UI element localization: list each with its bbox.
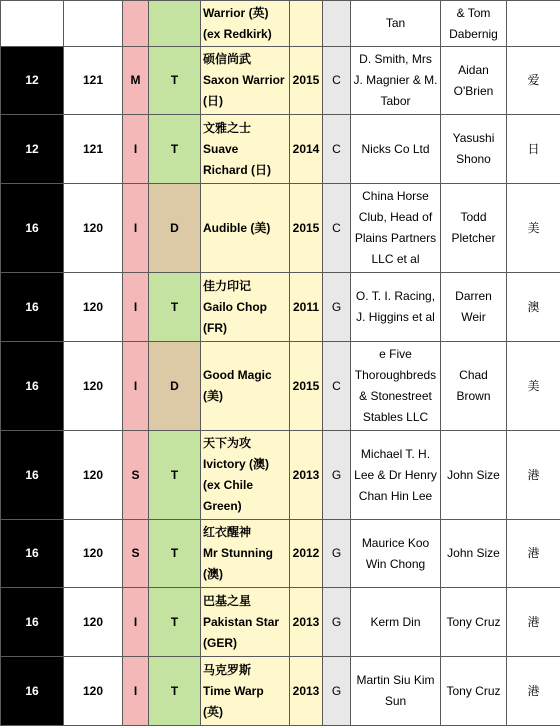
trainer-cell-line: O'Brien <box>453 83 494 98</box>
trainer-cell-line: Pletcher <box>451 231 496 245</box>
rank-cell: 12 <box>1 115 64 184</box>
owner-cell-line: Win Chong <box>365 556 426 571</box>
year-cell: 2015 <box>290 184 323 273</box>
surface-cell: T <box>149 520 201 588</box>
horse-cell-line: 文雅之士 <box>203 120 252 135</box>
owner-cell-line: LLC et al <box>371 252 420 266</box>
category-cell: S <box>123 520 149 588</box>
table-row <box>1 115 560 184</box>
trainer-cell <box>441 1 507 47</box>
horse-cell-line: Audible (美) <box>203 220 271 235</box>
horse-cell <box>201 657 290 726</box>
sex-cell: G <box>323 431 351 520</box>
rank-cell: 16 <box>1 657 64 726</box>
rating-cell: 120 <box>64 431 123 520</box>
horse-cell <box>201 273 290 342</box>
rating-cell: 120 <box>64 588 123 657</box>
category-cell: I <box>123 657 149 726</box>
horse-cell-line: (美) <box>203 389 223 403</box>
rank-cell: 16 <box>1 520 64 588</box>
category-cell <box>123 1 149 47</box>
owner-cell-line: Thoroughbreds <box>354 368 437 382</box>
year-cell: 2012 <box>290 520 323 588</box>
trainer-cell-line: & Tom <box>456 5 491 20</box>
surface-cell: T <box>149 47 201 115</box>
owner-cell <box>351 657 441 726</box>
country-cell: 港 <box>507 588 560 657</box>
sex-cell <box>323 1 351 47</box>
trainer-cell-line: John Size <box>447 546 500 560</box>
horse-cell-line: 巴基之星 <box>203 593 252 608</box>
rank-cell: 16 <box>1 342 64 431</box>
horse-cell <box>201 342 290 431</box>
owner-cell-line: O. T. I. Racing, <box>355 289 436 303</box>
horse-cell-line: (ex Chile <box>203 478 254 492</box>
rank-cell: 16 <box>1 588 64 657</box>
rank-cell <box>1 1 64 47</box>
year-cell: 2013 <box>290 657 323 726</box>
owner-cell <box>351 115 441 184</box>
trainer-cell-line: Darren <box>455 289 492 303</box>
surface-cell: D <box>149 342 201 431</box>
owner-cell-line: Martin Siu Kim <box>356 673 435 687</box>
trainer-cell-line: Aidan <box>458 62 489 77</box>
trainer-cell <box>441 342 507 431</box>
owner-cell <box>351 184 441 273</box>
category-cell: I <box>123 342 149 431</box>
country-cell <box>507 1 560 47</box>
surface-cell: D <box>149 184 201 273</box>
horse-cell-line: (日) <box>203 94 223 108</box>
owner-cell-line: Maurice Koo <box>361 535 430 550</box>
horse-cell-line: Gailo Chop <box>203 299 267 314</box>
sex-cell: C <box>323 47 351 115</box>
horse-cell-line: Mr Stunning <box>203 546 273 560</box>
trainer-cell-line: Tony Cruz <box>446 614 501 629</box>
year-cell <box>290 1 323 47</box>
country-cell: 港 <box>507 431 560 520</box>
horse-cell-line: Pakistan Star <box>203 614 280 629</box>
trainer-cell-line: Weir <box>461 310 486 324</box>
surface-cell: T <box>149 273 201 342</box>
horse-cell-line: Green) <box>203 499 242 513</box>
owner-cell-line: Sun <box>384 694 407 708</box>
horse-cell-line: 红衣醒神 <box>203 525 252 539</box>
owner-cell <box>351 588 441 657</box>
year-cell: 2011 <box>290 273 323 342</box>
year-cell: 2015 <box>290 47 323 115</box>
horse-cell <box>201 47 290 115</box>
horse-cell-line: Time Warp <box>203 683 264 698</box>
sex-cell: G <box>323 520 351 588</box>
horse-cell-line: Good Magic <box>203 368 272 382</box>
table-row <box>1 273 560 342</box>
table-row <box>1 342 560 431</box>
horse-cell-line: (FR) <box>203 320 227 335</box>
horse-cell-line: 佳力印记 <box>203 278 252 293</box>
table-row <box>1 184 560 273</box>
rating-cell: 120 <box>64 657 123 726</box>
owner-cell <box>351 1 441 47</box>
rating-cell: 120 <box>64 184 123 273</box>
table-row <box>1 1 560 47</box>
sex-cell: G <box>323 657 351 726</box>
country-cell: 澳 <box>507 273 560 342</box>
surface-cell: T <box>149 431 201 520</box>
owner-cell-line: Chan Hin Lee <box>358 488 433 503</box>
owner-cell-line: Nicks Co Ltd <box>361 141 430 156</box>
rating-cell: 120 <box>64 273 123 342</box>
sex-cell: C <box>323 184 351 273</box>
horse-cell-line: (GER) <box>203 635 237 650</box>
surface-cell: T <box>149 115 201 184</box>
table-row <box>1 431 560 520</box>
trainer-cell <box>441 47 507 115</box>
sex-cell: C <box>323 115 351 184</box>
country-cell: 美 <box>507 184 560 273</box>
trainer-cell-line: Todd <box>460 210 487 224</box>
owner-cell-line: Kerm Din <box>370 614 421 629</box>
owner-cell <box>351 520 441 588</box>
owner-cell <box>351 273 441 342</box>
category-cell: I <box>123 115 149 184</box>
owner-cell <box>351 47 441 115</box>
horse-cell <box>201 588 290 657</box>
table-row <box>1 657 560 726</box>
table-row <box>1 588 560 657</box>
trainer-cell-line: Yasushi <box>452 131 495 145</box>
owner-cell-line: J. Magnier & M. <box>353 73 438 87</box>
trainer-cell <box>441 588 507 657</box>
horse-cell-line: Saxon Warrior <box>203 73 285 87</box>
horse-cell-line: 马克罗斯 <box>203 662 252 677</box>
horse-cell-line: 天下为攻 <box>203 436 252 450</box>
category-cell: M <box>123 47 149 115</box>
owner-cell-line: & Stonestreet <box>359 389 432 403</box>
owner-cell-line: Michael T. H. <box>360 446 431 461</box>
trainer-cell-line: Chad <box>459 368 488 382</box>
table-body <box>1 1 560 726</box>
horse-cell <box>201 520 290 588</box>
horse-cell-line: Suave <box>203 141 239 156</box>
horse-cell-line: (澳) <box>203 567 223 581</box>
trainer-cell-line: Shono <box>456 152 491 166</box>
trainer-cell-line: Brown <box>456 389 491 403</box>
year-cell: 2015 <box>290 342 323 431</box>
rating-cell: 120 <box>64 342 123 431</box>
trainer-cell-line: Tony Cruz <box>446 683 501 698</box>
owner-cell <box>351 342 441 431</box>
country-cell: 日 <box>507 115 560 184</box>
owner-cell-line: D. Smith, Mrs <box>359 52 432 66</box>
owner-cell-line: Tabor <box>380 94 411 108</box>
owner-cell-line: Club, Head of <box>358 210 433 224</box>
country-cell: 港 <box>507 520 560 588</box>
sex-cell: G <box>323 588 351 657</box>
rank-cell: 16 <box>1 184 64 273</box>
owner-cell-line: Plains Partners <box>354 231 437 245</box>
horse-cell <box>201 115 290 184</box>
trainer-cell <box>441 115 507 184</box>
surface-cell: T <box>149 588 201 657</box>
category-cell: I <box>123 588 149 657</box>
category-cell: S <box>123 431 149 520</box>
owner-cell-line: Stables LLC <box>362 410 429 424</box>
trainer-cell <box>441 657 507 726</box>
year-cell: 2013 <box>290 431 323 520</box>
country-cell: 港 <box>507 657 560 726</box>
owner-cell-line: China Horse <box>362 189 429 203</box>
year-cell: 2014 <box>290 115 323 184</box>
category-cell: I <box>123 184 149 273</box>
trainer-cell <box>441 184 507 273</box>
surface-cell: T <box>149 657 201 726</box>
rating-cell: 121 <box>64 115 123 184</box>
trainer-cell-line: John Size <box>447 467 500 482</box>
rating-cell <box>64 1 123 47</box>
sex-cell: C <box>323 342 351 431</box>
sex-cell: G <box>323 273 351 342</box>
rank-cell: 16 <box>1 431 64 520</box>
horse-cell-line: Richard (日) <box>203 162 272 177</box>
trainer-cell <box>441 520 507 588</box>
horse-cell-line: Warrior (英) <box>203 5 269 20</box>
horse-cell-line: (英) <box>203 704 223 719</box>
table-row <box>1 47 560 115</box>
horse-cell <box>201 431 290 520</box>
owner-cell-line: e Five <box>379 347 412 361</box>
surface-cell <box>149 1 201 47</box>
country-cell: 爱 <box>507 47 560 115</box>
year-cell: 2013 <box>290 588 323 657</box>
trainer-cell <box>441 431 507 520</box>
owner-cell-line: Tan <box>385 16 406 30</box>
horse-cell <box>201 1 290 47</box>
horse-cell <box>201 184 290 273</box>
rating-cell: 120 <box>64 520 123 588</box>
rank-cell: 12 <box>1 47 64 115</box>
rating-cell: 121 <box>64 47 123 115</box>
country-cell: 美 <box>507 342 560 431</box>
horse-cell-line: 硕信尚武 <box>203 52 252 66</box>
trainer-cell <box>441 273 507 342</box>
horse-cell-line: Ivictory (澳) <box>203 457 270 471</box>
table-row <box>1 520 560 588</box>
horse-cell-line: (ex Redkirk) <box>203 26 272 41</box>
category-cell: I <box>123 273 149 342</box>
owner-cell-line: Lee & Dr Henry <box>354 467 437 482</box>
owner-cell-line: J. Higgins et al <box>356 310 435 324</box>
rank-cell: 16 <box>1 273 64 342</box>
trainer-cell-line: Dabernig <box>449 26 498 41</box>
owner-cell <box>351 431 441 520</box>
